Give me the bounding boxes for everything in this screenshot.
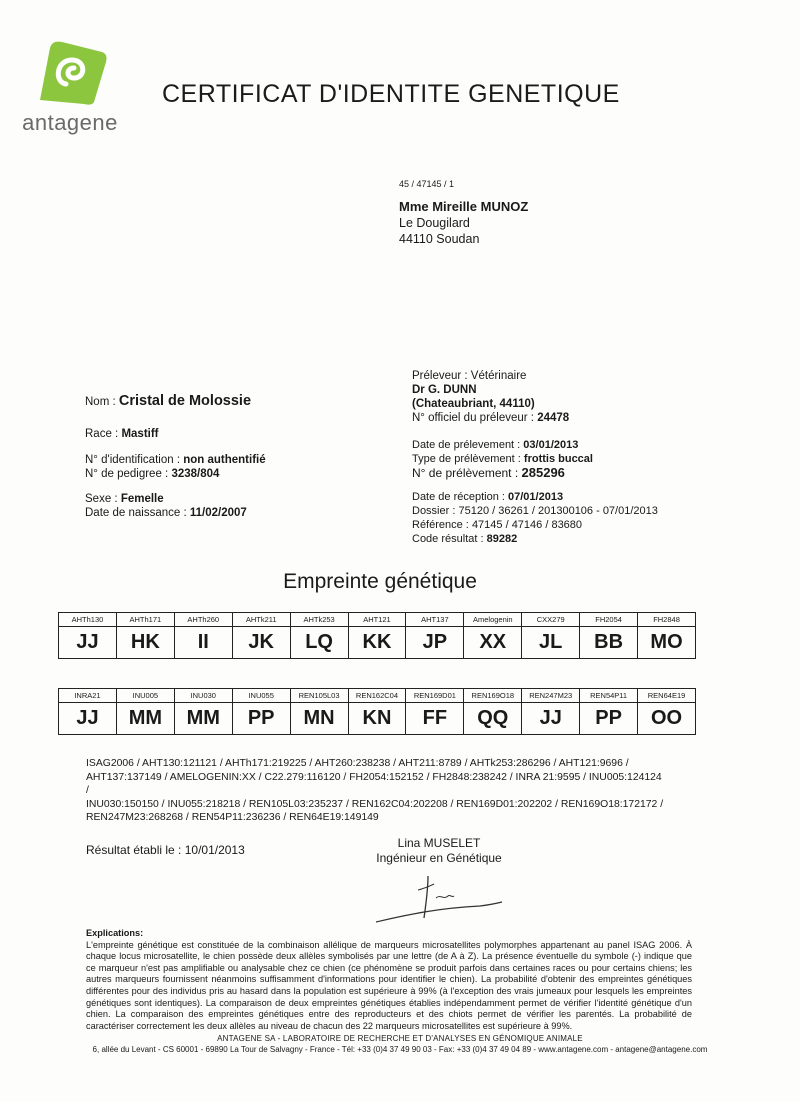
dog-race-value: Mastiff <box>121 428 159 440</box>
marker-label: REN64E19 <box>638 689 696 703</box>
reference-value: 47145 / 47146 / 83680 <box>471 519 583 531</box>
file-reference: 45 / 47145 / 1 <box>399 179 455 189</box>
sampler-location: (Chateaubriant, 44110) <box>412 398 535 410</box>
marker-label: Amelogenin <box>464 613 522 627</box>
isag-line: ISAG2006 / AHT130:121121 / AHTh171:219225 / AHT260:238238 / AHT211:8789 / AHTk253:286296 / AHT121:9696 / <box>86 758 629 769</box>
dossier-label: Dossier : <box>412 505 456 517</box>
signer-name: Lina MUSELET <box>397 836 481 850</box>
fingerprint-table-2 <box>58 688 696 735</box>
recipient-address <box>399 199 528 247</box>
explanations <box>86 928 692 1032</box>
allele-value: II <box>174 627 232 659</box>
marker-row <box>59 613 696 627</box>
isag-codes <box>86 757 666 825</box>
dog-name-row <box>85 393 251 409</box>
allele-value: OO <box>638 703 696 735</box>
marker-label: FH2054 <box>580 613 638 627</box>
code-value: 89282 <box>486 533 518 545</box>
dog-race-row <box>85 428 159 440</box>
logo-wordmark: antagene <box>22 110 118 135</box>
recipient-line2: 44110 Soudan <box>399 232 480 246</box>
dog-birth-value: 11/02/2007 <box>189 507 247 519</box>
result-date: Résultat établi le : 10/01/2013 <box>86 843 245 857</box>
sample-date-label: Date de prélevement : <box>412 439 521 451</box>
marker-label: REN162C04 <box>348 689 406 703</box>
marker-label: AHT121 <box>348 613 406 627</box>
footer-contact: 6, allée du Levant - CS 60001 - 69890 La Tour de Salvagny - France - Tél: +33 (0)4 37 49 90 03 - Fax: +33 (0)4 37 49 04 89 - www.antagene.com - antagene@antagene.com <box>92 1045 708 1054</box>
marker-label: INU005 <box>116 689 174 703</box>
dog-sex-block <box>85 492 247 520</box>
dog-pedigree-label: N° de pedigree : <box>85 468 169 480</box>
marker-label: REN54P11 <box>580 689 638 703</box>
dossier-value: 75120 / 36261 / 201300106 - 07/01/2013 <box>458 505 658 517</box>
signer-title: Ingénieur en Génétique <box>376 851 502 865</box>
allele-value: MM <box>116 703 174 735</box>
allele-value: FF <box>406 703 464 735</box>
marker-label: REN169O18 <box>464 689 522 703</box>
recipient-line1: Le Dougilard <box>399 216 470 230</box>
sample-date-value: 03/01/2013 <box>523 439 579 451</box>
fingerprint-table-1 <box>58 612 696 659</box>
allele-value: JJ <box>522 703 580 735</box>
explanations-title: Explications: <box>86 928 144 938</box>
marker-label: AHTh260 <box>174 613 232 627</box>
signer-block <box>376 836 502 866</box>
allele-value: JK <box>232 627 290 659</box>
reference-label: Référence : <box>412 519 469 531</box>
isag-line: AHT137:137149 / AMELOGENIN:XX / C22.279:116120 / FH2054:152152 / FH2848:238242 / INRA 21:9595 / INU005:124124 / <box>86 771 662 796</box>
dog-sex-label: Sexe : <box>85 493 118 505</box>
dog-race-label: Race : <box>85 428 119 440</box>
isag-line: INU030:150150 / INU055:218218 / REN105L03:235237 / REN162C04:202208 / REN169D01:202202 / REN169O18:172172 / <box>86 798 664 810</box>
allele-value: QQ <box>464 703 522 735</box>
marker-row <box>59 689 696 703</box>
fingerprint-title: Empreinte génétique <box>283 570 477 593</box>
marker-label: AHTh171 <box>116 613 174 627</box>
allele-value: MN <box>290 703 348 735</box>
sampler-official-value: 24478 <box>537 412 570 424</box>
reception-date-label: Date de réception : <box>412 491 505 503</box>
allele-value: BB <box>580 627 638 659</box>
marker-label: INU030 <box>174 689 232 703</box>
dog-sex-value: Femelle <box>120 493 164 505</box>
footer-company: ANTAGENE SA - LABORATOIRE DE RECHERCHE ET D'ANALYSES EN GÉNOMIQUE ANIMALE <box>217 1034 583 1043</box>
sample-type-value: frottis buccal <box>523 453 593 465</box>
dog-ident-value: non authentifié <box>183 454 266 466</box>
allele-value: LQ <box>290 627 348 659</box>
marker-label: AHTk211 <box>232 613 290 627</box>
allele-value: PP <box>232 703 290 735</box>
dog-birth-label: Date de naissance : <box>85 507 187 519</box>
marker-label: CXX279 <box>522 613 580 627</box>
allele-value: HK <box>116 627 174 659</box>
sampler-role: Préleveur : Vétérinaire <box>412 370 527 382</box>
allele-value: JL <box>522 627 580 659</box>
marker-label: INRA21 <box>59 689 117 703</box>
dog-name-label: Nom : <box>85 396 116 408</box>
dog-pedigree-value: 3238/804 <box>171 468 220 480</box>
marker-label: REN105L03 <box>290 689 348 703</box>
allele-value: JJ <box>59 627 117 659</box>
sampler-doctor: Dr G. DUNN <box>412 384 477 396</box>
sample-number-value: 285296 <box>521 465 565 480</box>
allele-value: KK <box>348 627 406 659</box>
reception-block <box>412 490 658 546</box>
certificate-title: CERTIFICAT D'IDENTITE GENETIQUE <box>162 80 620 108</box>
marker-label: FH2848 <box>638 613 696 627</box>
allele-value: XX <box>464 627 522 659</box>
sample-number-label: N° de prélèvement : <box>412 466 519 480</box>
allele-value: JJ <box>59 703 117 735</box>
code-label: Code résultat : <box>412 533 484 545</box>
allele-value: KN <box>348 703 406 735</box>
sampler-official-label: N° officiel du préleveur : <box>412 412 535 424</box>
dog-ident-label: N° d'identification : <box>85 454 181 466</box>
allele-value: MM <box>174 703 232 735</box>
sampler-block <box>412 369 569 425</box>
allele-value: MO <box>638 627 696 659</box>
allele-value: PP <box>580 703 638 735</box>
dog-name-value: Cristal de Molossie <box>118 393 252 409</box>
reception-date-value: 07/01/2013 <box>508 491 564 503</box>
allele-row <box>59 703 696 735</box>
explanations-text: L'empreinte génétique est constituée de la combinaison allélique de marqueurs microsatellites polymorphes appartenant au panel ISAG 2006. À chaque locus microsatellite, le chien possède deux allèles symbolisés par une lettre (de A à Z). La présence éventuelle du symbole (-) indique que ce marqueur n'est pas amplifiable ou analysable chez ce chien (ce phénomène se produit parfois dans certaines races ou pour certains chiens; les autres marqueurs fournissent néanmoins suffisamment d'informations pour identifier le chien). La probabilité d'obtenir des empreintes génétiques différentes pour des individus pris au hasard dans la population est supérieure à 99% (à l'exception des vrais jumeaux pour lesquels les empreintes génétiques sont identiques). La comparaison de deux empreintes génétiques établies indépendamment permet de vérifier l'identité génétique d'un chien. La comparaison des empreintes génétiques entre des reproducteurs et des chiots permet de vérifier les parentés. La probabilité de caractériser correctement les deux allèles au niveau de chacun des 22 marqueurs microsatellites est supérieure à 99%. <box>86 939 692 1031</box>
signature-image <box>370 870 510 930</box>
marker-label: AHTk253 <box>290 613 348 627</box>
sample-type-label: Type de prélèvement : <box>412 453 521 465</box>
recipient-name: Mme Mireille MUNOZ <box>399 199 529 214</box>
antagene-logo-icon <box>36 38 108 106</box>
marker-label: REN247M23 <box>522 689 580 703</box>
allele-row <box>59 627 696 659</box>
sample-block <box>412 438 593 480</box>
antagene-logo <box>20 38 120 133</box>
marker-label: REN169D01 <box>406 689 464 703</box>
allele-value: JP <box>406 627 464 659</box>
marker-label: AHTh130 <box>59 613 117 627</box>
dog-ident-block <box>85 453 266 481</box>
marker-label: AHT137 <box>406 613 464 627</box>
isag-line: REN247M23:268268 / REN54P11:236236 / REN64E19:149149 <box>86 812 379 823</box>
marker-label: INU055 <box>232 689 290 703</box>
